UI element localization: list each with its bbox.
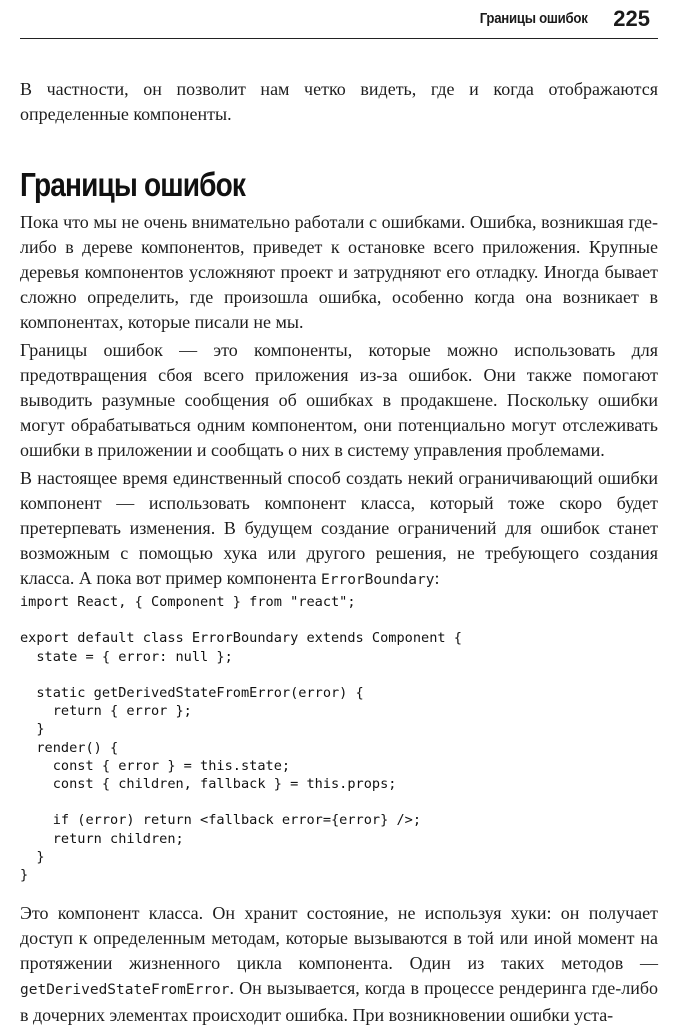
paragraph-4 bbox=[20, 901, 658, 1028]
paragraph-4-text: Это компонент класса. Он хранит состояние, не используя хуки: он получает доступ к определенным методам, которые вызываются в той или иной момент на протяжении жизненного цикла компонента. Один из таких методов — bbox=[20, 903, 658, 973]
running-head-title: Границы ошибок bbox=[480, 10, 588, 27]
inline-code-getderivedstatefromerror: getDerivedStateFromError bbox=[20, 982, 230, 998]
page-number: 225 bbox=[613, 6, 650, 31]
paragraph-3-text: В настоящее время единственный способ создать некий ограничивающий ошибки компонент — использовать компонент класса, который тоже скоро будет претерпевать изменения. В будущем создание ограничений для ошибок станет возможным с помощью хука или другого решения, не требующего создания класса. А пока вот пример компонента bbox=[20, 468, 658, 588]
running-head bbox=[20, 6, 658, 32]
header-rule bbox=[20, 38, 658, 39]
paragraph-3 bbox=[20, 466, 658, 593]
paragraph-3-suffix: : bbox=[434, 568, 440, 588]
section-heading: Границы ошибок bbox=[20, 166, 246, 203]
inline-code-errorboundary: ErrorBoundary bbox=[321, 572, 435, 588]
paragraph-1: Пока что мы не очень внимательно работали с ошибками. Ошибка, возникшая где-либо в дереве компонентов, приведет к остановке всего приложения. Крупные деревья компонентов усложняют проект и затрудняют его отладку. Иногда бывает сложно определить, где произошла ошибка, особенно когда она возникает в компонентах, которые писали не мы. bbox=[20, 212, 658, 332]
intro-paragraph: В частности, он позволит нам четко видеть, где и когда отображаются определенные компоненты. bbox=[20, 79, 658, 124]
code-listing: import React, { Component } from "react"; export default class ErrorBoundary extends Component { state = { error: null }; static getDerivedStateFromError(error) { return { error }; } render() { const { error } = this.state; const { children, fallback } = this.props; if (error) return <fallback error={error} />; return children; } } bbox=[20, 594, 462, 884]
paragraph-2: Границы ошибок — это компоненты, которые можно использовать для предотвращения сбоя всего приложения из-за ошибок. Они также помогают выводить разумные сообщения об ошибках в продакшене. Поскольку ошибки могут обрабатываться одним компонентом, они потенциально могут отслеживать ошибки в приложении и сообщать о них в систему управления проблемами. bbox=[20, 340, 658, 460]
paragraph-4-suffix: . Он вызывается, когда в процессе рендеринга где-либо в дочерних элементах происходит ошибка. При возникновении ошибки уста- bbox=[20, 978, 658, 1025]
